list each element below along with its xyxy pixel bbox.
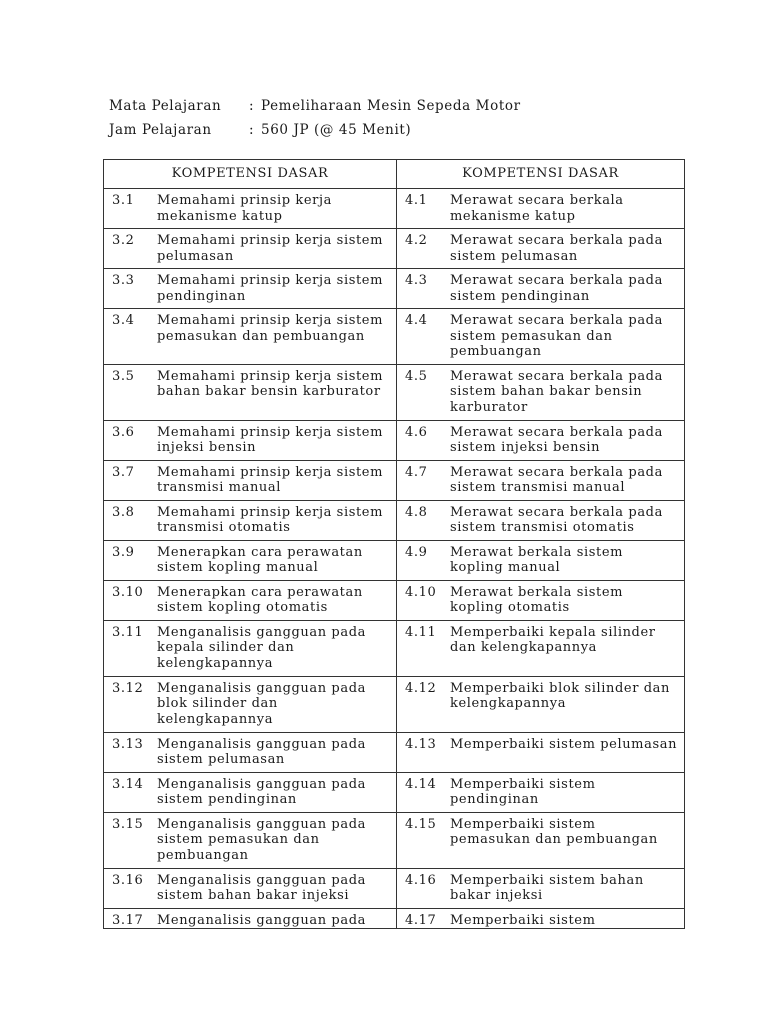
competency-text: Merawat secara berkala pada sistem pemasukan dan pembuangan bbox=[450, 313, 663, 359]
competency-text: Merawat berkala sistem kopling manual bbox=[450, 544, 624, 575]
competency-number: 4.13 bbox=[405, 736, 437, 752]
competency-text: Memperbaiki blok silinder dan kelengkapannya bbox=[450, 680, 670, 711]
competency-number: 3.17 bbox=[112, 912, 144, 928]
table-row bbox=[104, 620, 685, 676]
cell-left bbox=[104, 269, 397, 309]
cell-left bbox=[104, 420, 397, 460]
hours-value: 560 JP (@ 45 Menit) bbox=[261, 122, 412, 138]
competency-number: 3.12 bbox=[112, 680, 144, 696]
column-header-right: KOMPETENSI DASAR bbox=[397, 160, 685, 189]
cell-content bbox=[405, 913, 678, 929]
hours-separator: : bbox=[249, 122, 255, 138]
competency-text: Merawat secara berkala pada sistem pendinginan bbox=[450, 273, 663, 304]
cell-left bbox=[104, 309, 397, 365]
cell-content bbox=[112, 193, 390, 224]
competency-text: Merawat secara berkala pada sistem transmisi manual bbox=[450, 464, 663, 495]
competency-number: 3.13 bbox=[112, 736, 144, 752]
cell-content bbox=[112, 681, 390, 728]
competency-number: 3.2 bbox=[112, 233, 135, 248]
table-row bbox=[104, 420, 685, 460]
competency-number: 4.7 bbox=[405, 464, 428, 480]
cell-content bbox=[112, 585, 390, 616]
cell-content bbox=[405, 737, 678, 753]
cell-left bbox=[104, 500, 397, 540]
competency-number: 3.9 bbox=[112, 544, 135, 560]
competency-number: 3.4 bbox=[112, 313, 135, 328]
cell-content bbox=[405, 681, 678, 712]
competency-text: Memperbaiki kepala silinder dan kelengkapannya bbox=[450, 624, 656, 655]
table-row bbox=[104, 580, 685, 620]
cell-content bbox=[405, 505, 678, 536]
competency-text: Memahami prinsip kerja sistem pelumasan bbox=[157, 233, 384, 264]
cell-content bbox=[405, 777, 678, 808]
cell-right bbox=[397, 620, 685, 676]
cell-left bbox=[104, 812, 397, 868]
table-row bbox=[104, 229, 685, 269]
cell-left bbox=[104, 540, 397, 580]
cell-content bbox=[112, 545, 390, 576]
competency-text: Memperbaiki sistem pelumasan bbox=[450, 736, 678, 752]
cell-right bbox=[397, 676, 685, 732]
competency-text: Merawat secara berkala pada sistem injeksi bensin bbox=[450, 424, 663, 455]
competency-text: Menganalisis gangguan pada sistem pelumasan bbox=[157, 736, 366, 767]
subject-row bbox=[109, 94, 521, 118]
cell-right bbox=[397, 269, 685, 309]
cell-right bbox=[397, 732, 685, 772]
cell-content bbox=[405, 273, 678, 304]
column-header-left: KOMPETENSI DASAR bbox=[104, 160, 397, 189]
competency-number: 4.5 bbox=[405, 368, 428, 384]
cell-left bbox=[104, 364, 397, 420]
cell-right bbox=[397, 908, 685, 929]
competency-text: Memahami prinsip kerja mekanisme katup bbox=[157, 193, 332, 224]
competency-number: 3.15 bbox=[112, 816, 144, 832]
table-row bbox=[104, 269, 685, 309]
cell-content bbox=[405, 873, 678, 904]
competency-text: Menganalisis gangguan pada bbox=[157, 912, 366, 928]
table-row bbox=[104, 460, 685, 500]
cell-left bbox=[104, 772, 397, 812]
hours-row bbox=[109, 118, 521, 142]
competency-text: Menerapkan cara perawatan sistem kopling otomatis bbox=[157, 584, 363, 615]
table-row bbox=[104, 309, 685, 365]
cell-content bbox=[112, 777, 390, 808]
table-row bbox=[104, 732, 685, 772]
competency-number: 3.3 bbox=[112, 273, 135, 288]
cell-right bbox=[397, 309, 685, 365]
cell-left bbox=[104, 189, 397, 229]
cell-content bbox=[112, 425, 390, 456]
competency-number: 4.4 bbox=[405, 313, 428, 328]
competency-number: 4.12 bbox=[405, 680, 437, 696]
competency-text: Menganalisis gangguan pada blok silinder dan kelengkapannya bbox=[157, 680, 366, 727]
competency-number: 3.8 bbox=[112, 504, 135, 520]
competency-text: Menerapkan cara perawatan sistem kopling manual bbox=[157, 544, 363, 575]
competency-table bbox=[103, 159, 685, 929]
cell-right bbox=[397, 868, 685, 908]
cell-content bbox=[405, 817, 678, 848]
cell-right bbox=[397, 812, 685, 868]
subject-separator: : bbox=[249, 98, 255, 114]
competency-text: Memahami prinsip kerja sistem pendinginan bbox=[157, 273, 384, 304]
table-row bbox=[104, 772, 685, 812]
competency-number: 4.15 bbox=[405, 816, 437, 832]
competency-number: 4.6 bbox=[405, 424, 428, 440]
competency-text: Memperbaiki sistem bbox=[450, 912, 596, 928]
competency-text: Merawat secara berkala pada sistem transmisi otomatis bbox=[450, 504, 663, 535]
competency-text: Merawat berkala sistem kopling otomatis bbox=[450, 584, 624, 615]
competency-text: Menganalisis gangguan pada kepala silinder dan kelengkapannya bbox=[157, 624, 366, 671]
table-row bbox=[104, 500, 685, 540]
cell-content bbox=[112, 313, 390, 344]
competency-text: Memahami prinsip kerja sistem bahan bakar bensin karburator bbox=[157, 368, 384, 399]
cell-left bbox=[104, 676, 397, 732]
cell-content bbox=[405, 425, 678, 456]
cell-right bbox=[397, 580, 685, 620]
competency-number: 3.7 bbox=[112, 464, 135, 480]
competency-number: 3.14 bbox=[112, 776, 144, 792]
subject-value: Pemeliharaan Mesin Sepeda Motor bbox=[261, 98, 521, 114]
subject-label: Mata Pelajaran bbox=[109, 98, 222, 114]
cell-content bbox=[112, 625, 390, 672]
competency-number: 3.16 bbox=[112, 872, 144, 888]
table-header-row bbox=[104, 160, 685, 189]
competency-number: 4.16 bbox=[405, 872, 437, 888]
table-row bbox=[104, 812, 685, 868]
cell-right bbox=[397, 420, 685, 460]
table-row bbox=[104, 189, 685, 229]
competency-text: Menganalisis gangguan pada sistem pendinginan bbox=[157, 776, 366, 807]
table-row bbox=[104, 540, 685, 580]
competency-number: 4.11 bbox=[405, 624, 437, 640]
cell-right bbox=[397, 364, 685, 420]
competency-number: 4.2 bbox=[405, 233, 428, 248]
cell-right bbox=[397, 540, 685, 580]
competency-text: Menganalisis gangguan pada sistem pemasukan dan pembuangan bbox=[157, 816, 366, 863]
competency-text: Merawat secara berkala pada sistem pelumasan bbox=[450, 233, 663, 264]
cell-content bbox=[112, 505, 390, 536]
cell-content bbox=[112, 737, 390, 768]
competency-number: 4.10 bbox=[405, 584, 437, 600]
table-row bbox=[104, 908, 685, 929]
competency-text: Memahami prinsip kerja sistem pemasukan dan pembuangan bbox=[157, 313, 384, 344]
competency-number: 4.14 bbox=[405, 776, 437, 792]
cell-content bbox=[405, 545, 678, 576]
competency-text: Menganalisis gangguan pada sistem bahan bakar injeksi bbox=[157, 872, 366, 903]
cell-content bbox=[405, 465, 678, 496]
cell-right bbox=[397, 229, 685, 269]
competency-number: 4.9 bbox=[405, 544, 428, 560]
competency-text: Memperbaiki sistem pemasukan dan pembuangan bbox=[450, 816, 658, 847]
cell-left bbox=[104, 460, 397, 500]
cell-content bbox=[405, 313, 678, 360]
cell-content bbox=[405, 585, 678, 616]
cell-content bbox=[405, 193, 678, 224]
table-row bbox=[104, 364, 685, 420]
competency-number: 3.10 bbox=[112, 584, 144, 600]
cell-content bbox=[112, 873, 390, 904]
cell-content bbox=[112, 817, 390, 864]
competency-text: Memperbaiki sistem pendinginan bbox=[450, 776, 596, 807]
cell-content bbox=[112, 369, 390, 400]
competency-text: Merawat secara berkala mekanisme katup bbox=[450, 193, 624, 224]
competency-text: Memahami prinsip kerja sistem transmisi otomatis bbox=[157, 504, 384, 535]
cell-left bbox=[104, 908, 397, 929]
table-body bbox=[104, 189, 685, 929]
cell-right bbox=[397, 189, 685, 229]
cell-right bbox=[397, 772, 685, 812]
cell-content bbox=[112, 233, 390, 264]
cell-right bbox=[397, 500, 685, 540]
competency-number: 4.1 bbox=[405, 193, 428, 208]
cell-left bbox=[104, 580, 397, 620]
competency-text: Memahami prinsip kerja sistem injeksi bensin bbox=[157, 424, 384, 455]
competency-text: Memperbaiki sistem bahan bakar injeksi bbox=[450, 872, 644, 903]
cell-left bbox=[104, 732, 397, 772]
cell-content bbox=[112, 913, 390, 929]
competency-number: 4.17 bbox=[405, 912, 437, 928]
competency-text: Merawat secara berkala pada sistem bahan bakar bensin karburator bbox=[450, 368, 663, 415]
document-header bbox=[109, 94, 521, 142]
cell-left bbox=[104, 229, 397, 269]
competency-number: 3.11 bbox=[112, 624, 144, 640]
competency-number: 4.8 bbox=[405, 504, 428, 520]
hours-label: Jam Pelajaran bbox=[109, 122, 212, 138]
competency-number: 3.1 bbox=[112, 193, 135, 208]
cell-left bbox=[104, 868, 397, 908]
cell-content bbox=[405, 625, 678, 656]
cell-content bbox=[112, 465, 390, 496]
competency-number: 4.3 bbox=[405, 273, 428, 288]
table-row bbox=[104, 676, 685, 732]
competency-text: Memahami prinsip kerja sistem transmisi manual bbox=[157, 464, 384, 495]
cell-right bbox=[397, 460, 685, 500]
table-row bbox=[104, 868, 685, 908]
cell-left bbox=[104, 620, 397, 676]
cell-content bbox=[405, 369, 678, 416]
cell-content bbox=[405, 233, 678, 264]
cell-content bbox=[112, 273, 390, 304]
competency-number: 3.6 bbox=[112, 424, 135, 440]
competency-number: 3.5 bbox=[112, 368, 135, 384]
